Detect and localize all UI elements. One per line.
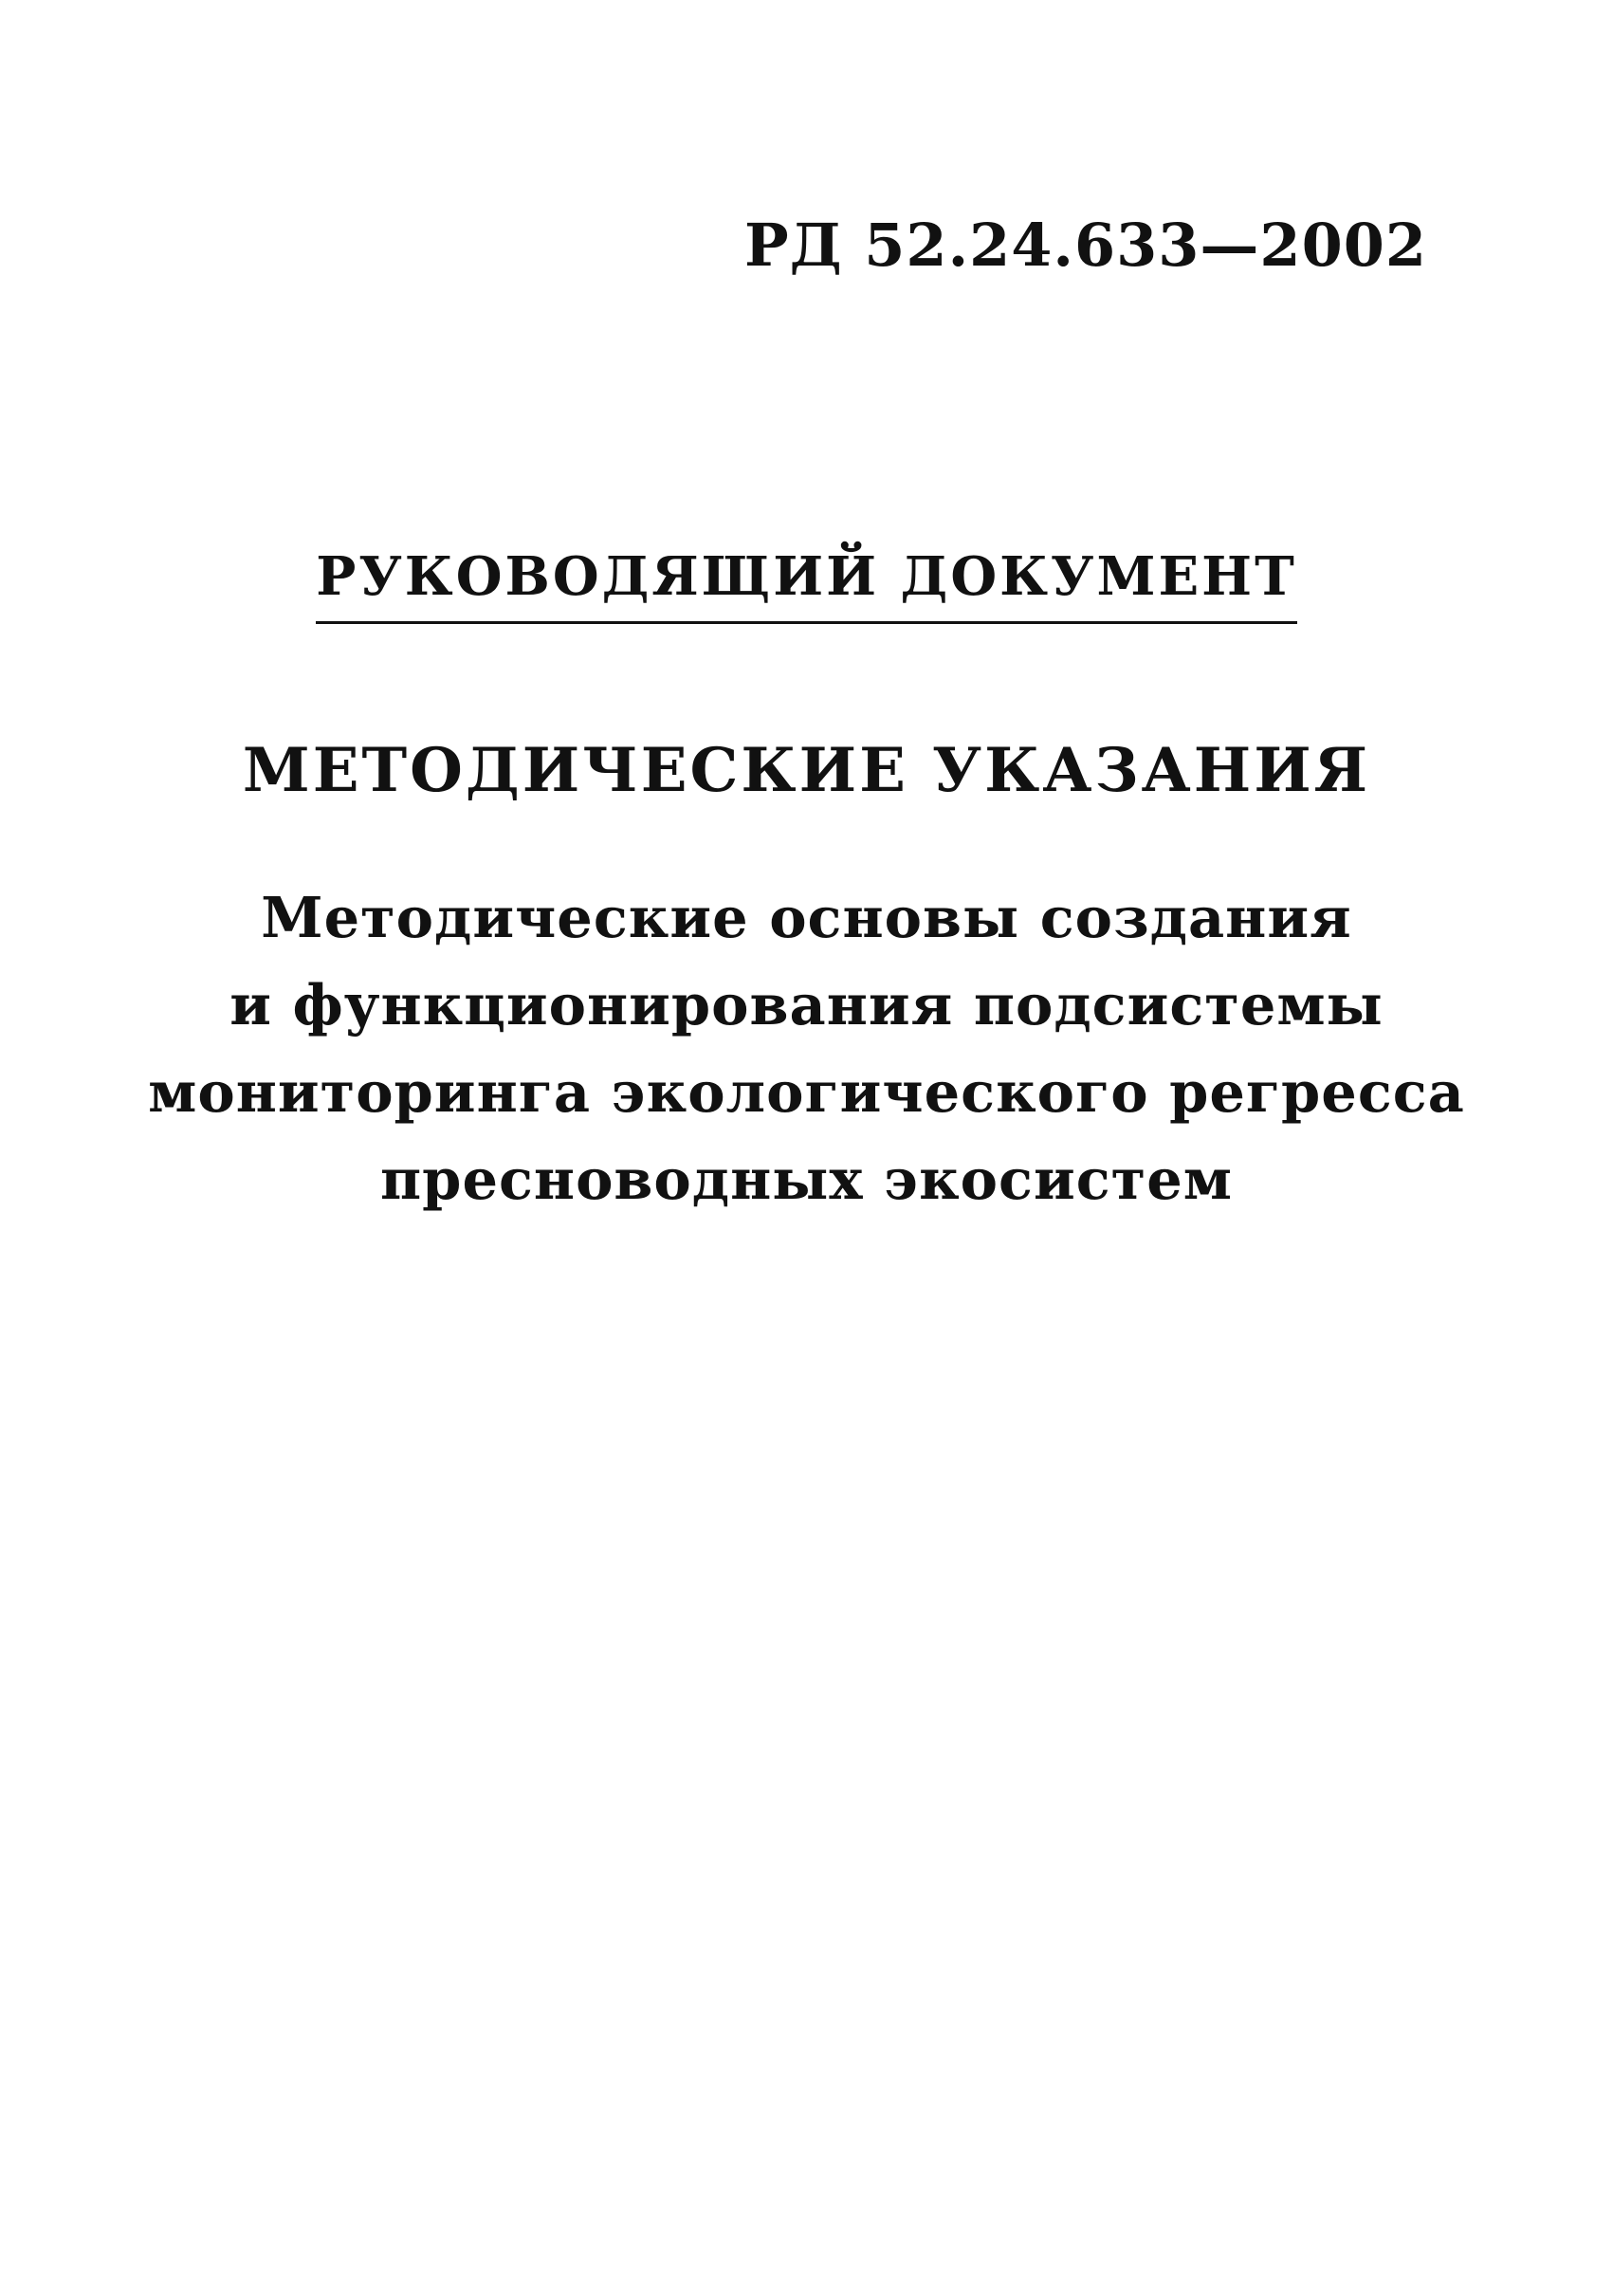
document-type-label: РУКОВОДЯЩИЙ ДОКУМЕНТ — [316, 545, 1297, 624]
document-title-line: пресноводных экосистем — [380, 1147, 1233, 1212]
document-title-line: Методические основы создания — [261, 885, 1352, 950]
document-title-line: мониторинга экологического регресса — [148, 1059, 1465, 1125]
document-title-line: и функционирования подсистемы — [229, 972, 1384, 1038]
document-title — [0, 874, 1613, 1223]
document-type-heading — [0, 545, 1613, 624]
document-kind-heading: МЕТОДИЧЕСКИЕ УКАЗАНИЯ — [242, 735, 1371, 806]
document-number: РД 52.24.633—2002 — [743, 211, 1427, 280]
